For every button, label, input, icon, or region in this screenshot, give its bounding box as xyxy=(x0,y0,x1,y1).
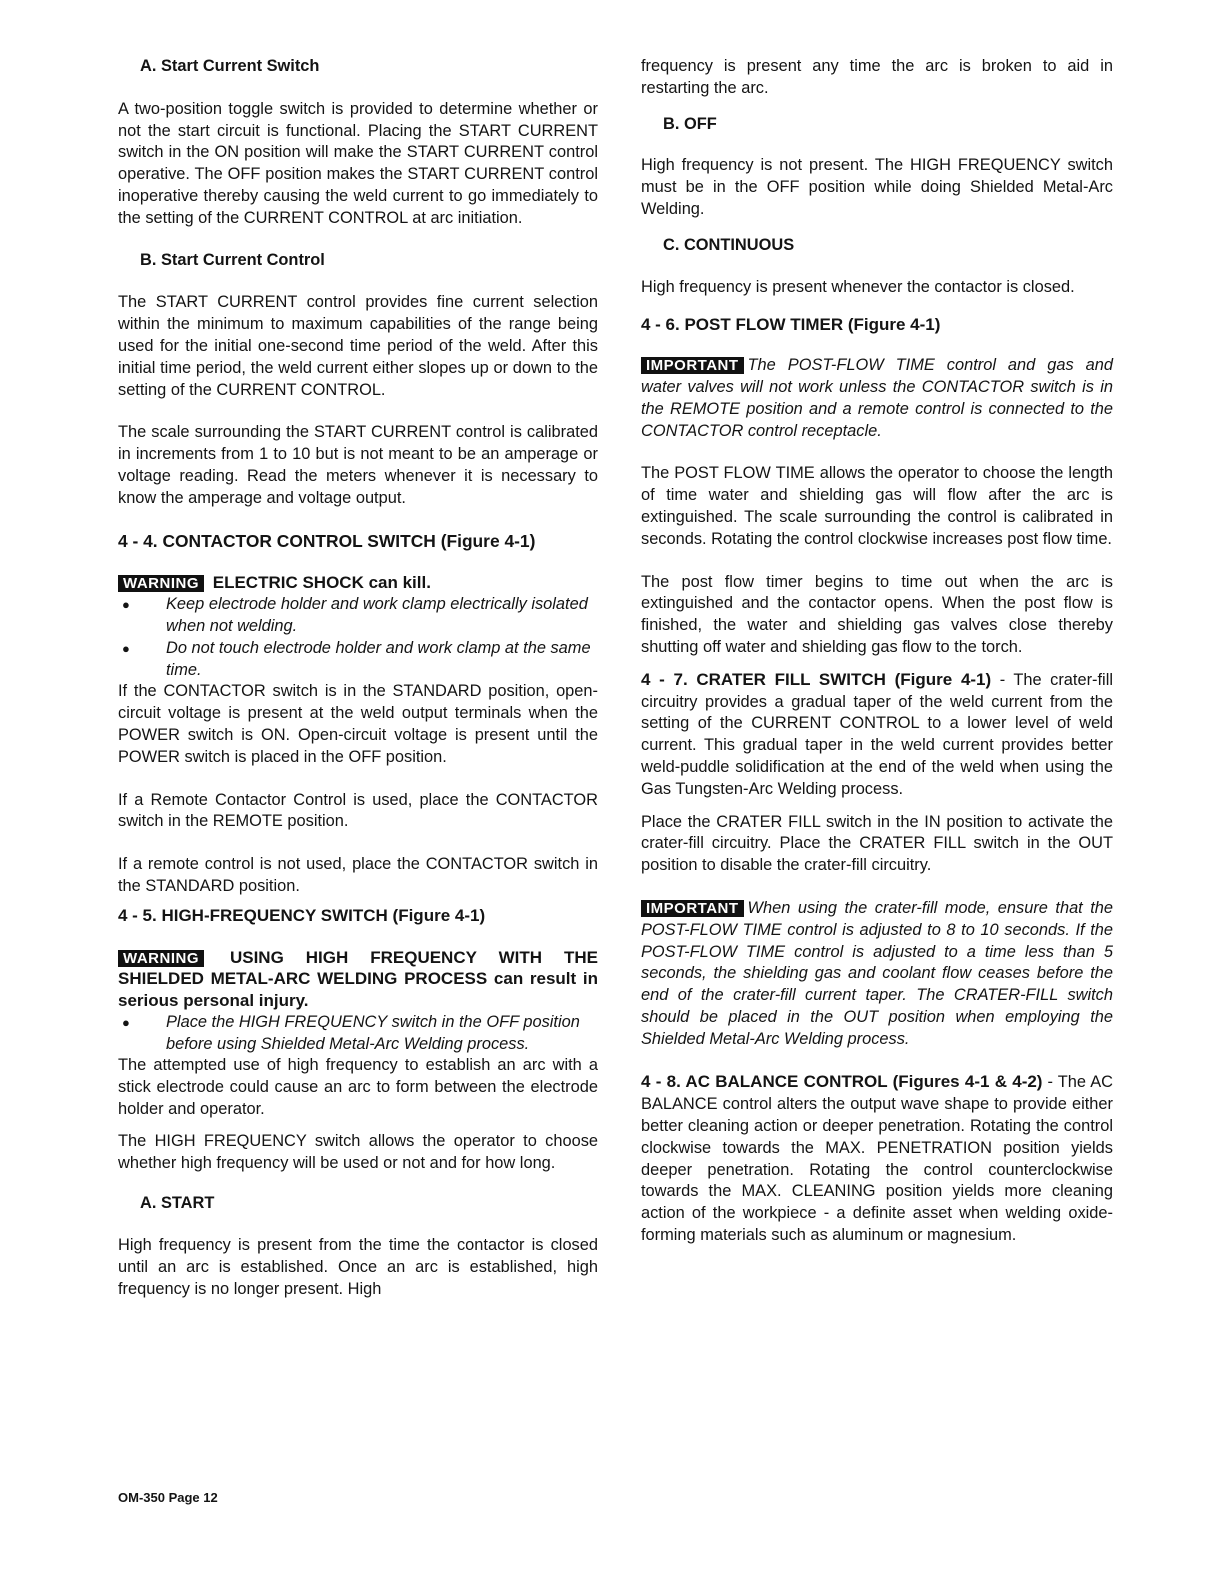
start-current-switch-text: A two-position toggle switch is provided to determine whether or not the start circuit is functional. Placing the START CURRENT switch in the ON position will make the START CURRENT control operative. The OFF position makes the START CURRENT control inoperative thereby causing the weld current to go immediately to the setting of the CURRENT CONTROL at arc initiation. xyxy=(118,99,598,227)
important1-text: The POST-FLOW TIME control and gas and water valves will not work unless the CONTACTOR switch is in the REMOTE position and a remote control is connected to the CONTACTOR control receptacle. xyxy=(641,356,1113,440)
start-text: High frequency is present from the time the contactor is closed until an arc is established. Once an arc is established, high frequency is no longer present. High xyxy=(118,1236,598,1298)
warning2-bullet: ● Place the HIGH FREQUENCY switch in the OFF position before using Shielded Metal-Arc Welding process. xyxy=(118,1012,598,1056)
contactor-text-2: If a Remote Contactor Control is used, place the CONTACTOR switch in the REMOTE position. xyxy=(118,790,598,831)
ac-text: - The AC BALANCE control alters the output wave shape to provide either better cleaning action or deeper penetration. Rotating the control clockwise towards the MAX. PENETRATION position yields deeper penetration. Rotating the control counterclockwise towards the MAX. CLEANING position yields more cleaning action of the workpiece - a definite asset when welding oxide-forming materials such as aluminum or magnesium. xyxy=(641,1073,1113,1245)
ac-balance-paragraph xyxy=(641,1071,1113,1246)
post-flow-text-1: The POST FLOW TIME allows the operator to choose the length of time water and shielding gas will flow after the arc is extinguished. The scale surrounding the control is calibrated in seconds. Rotating the control clockwise increases post flow time. xyxy=(641,464,1113,548)
contactor-text-3: If a remote control is not used, place the CONTACTOR switch in the STANDARD position. xyxy=(118,855,598,895)
contactor-heading: 4 - 4. CONTACTOR CONTROL SWITCH (Figure 4-1) xyxy=(118,530,536,551)
crater-heading: 4 - 7. CRATER FILL SWITCH (Figure 4-1) xyxy=(641,669,992,689)
right-column xyxy=(641,56,1113,1247)
crater-fill-paragraph xyxy=(641,669,1113,801)
post-flow-heading: 4 - 6. POST FLOW TIMER (Figure 4-1) xyxy=(641,315,941,335)
hf-text-2: The HIGH FREQUENCY switch allows the operator to choose whether high frequency will be used or not and for how long. xyxy=(118,1131,598,1172)
warning-block-1 xyxy=(118,572,598,681)
start-heading: A. START xyxy=(140,1194,215,1213)
start-continued-text: frequency is present any time the arc is broken to aid in restarting the arc. xyxy=(641,57,1113,97)
crater-text-2: Place the CRATER FILL switch in the IN position to activate the crater-fill circuitry. Place the CRATER FILL switch in the OUT position to disable the crater-fill circuitry. xyxy=(641,812,1113,875)
important-label: IMPORTANT xyxy=(641,357,744,374)
important-block-1 xyxy=(641,355,1113,442)
important-label: IMPORTANT xyxy=(641,900,744,917)
scale-text: The scale surrounding the START CURRENT control is calibrated in increments from 1 to 10 but is not meant to be an amperage or voltage reading. Read the meters whenever it is necessary to know the amperage and voltage output. xyxy=(118,423,598,507)
important-block-2 xyxy=(641,898,1113,1051)
ac-heading: 4 - 8. AC BALANCE CONTROL (Figures 4-1 & 4-2) xyxy=(641,1072,1043,1092)
warning1-title: ELECTRIC SHOCK can kill. xyxy=(212,573,431,593)
start-current-control-text: The START CURRENT control provides fine current selection within the minimum to maximum capabilities of the range being used for the initial one-second time period of the weld. After this initial time period, the weld current either slopes up or down to the setting of the CURRENT CONTROL. xyxy=(118,293,598,399)
continuous-text: High frequency is present whenever the contactor is closed. xyxy=(641,277,1075,296)
hf-heading: 4 - 5. HIGH-FREQUENCY SWITCH (Figure 4-1) xyxy=(118,905,486,925)
hf-text-1: The attempted use of high frequency to establish an arc with a stick electrode could cause an arc to form between the electrode holder and operator. xyxy=(118,1056,598,1119)
continuous-heading: C. CONTINUOUS xyxy=(663,235,795,254)
post-flow-text-2: The post flow timer begins to time out when the arc is extinguished and the contactor opens. When the post flow is finished, the water and shielding gas valves close thereby shutting off water and shielding gas flow to the torch. xyxy=(641,572,1113,656)
start-current-switch-heading: A. Start Current Switch xyxy=(140,57,320,75)
warning2-title: USING HIGH FREQUENCY WITH THE SHIELDED METAL-ARC WELDING PROCESS can result in serious personal injury. xyxy=(118,947,598,1011)
left-column xyxy=(118,56,598,1301)
warning-label: WARNING xyxy=(118,575,204,592)
warning1-bullet: ● Keep electrode holder and work clamp electrically isolated when not welding. xyxy=(118,594,598,638)
page-number: OM-350 Page 12 xyxy=(118,1490,218,1505)
off-text: High frequency is not present. The HIGH FREQUENCY switch must be in the OFF position while doing Shielded Metal-Arc Welding. xyxy=(641,156,1113,218)
crater-text-1: - The crater-fill circuitry provides a gradual taper of the weld current from the setting of the CURRENT CONTROL to a lower level of weld current. This gradual taper in the weld current provides better weld-puddle solidification at the end of the weld when using the Gas Tungsten-Arc Welding process. xyxy=(641,670,1113,798)
warning-label: WARNING xyxy=(118,950,204,967)
warning-block-2 xyxy=(118,947,598,1056)
warning2-bullets xyxy=(118,1012,598,1056)
contactor-text-1: If the CONTACTOR switch is in the STANDARD position, open-circuit voltage is present at the weld output terminals when the POWER switch is ON. Open-circuit voltage is present until the POWER switch is placed in the OFF position. xyxy=(118,682,598,766)
off-heading: B. OFF xyxy=(663,114,717,133)
important2-text: When using the crater-fill mode, ensure that the POST-FLOW TIME control is adjusted to 8 to 10 seconds. If the POST-FLOW TIME control is adjusted to a time less than 5 seconds, the shielding gas and coolant flow ceases before the end of the crater-fill current taper. The CRATER-FILL switch should be placed in the OUT position when employing the Shielded Metal-Arc Welding process. xyxy=(641,898,1113,1048)
start-current-control-heading: B. Start Current Control xyxy=(140,250,325,269)
warning1-bullets xyxy=(118,594,598,681)
warning1-bullet: ● Do not touch electrode holder and work clamp at the same time. xyxy=(118,638,598,682)
